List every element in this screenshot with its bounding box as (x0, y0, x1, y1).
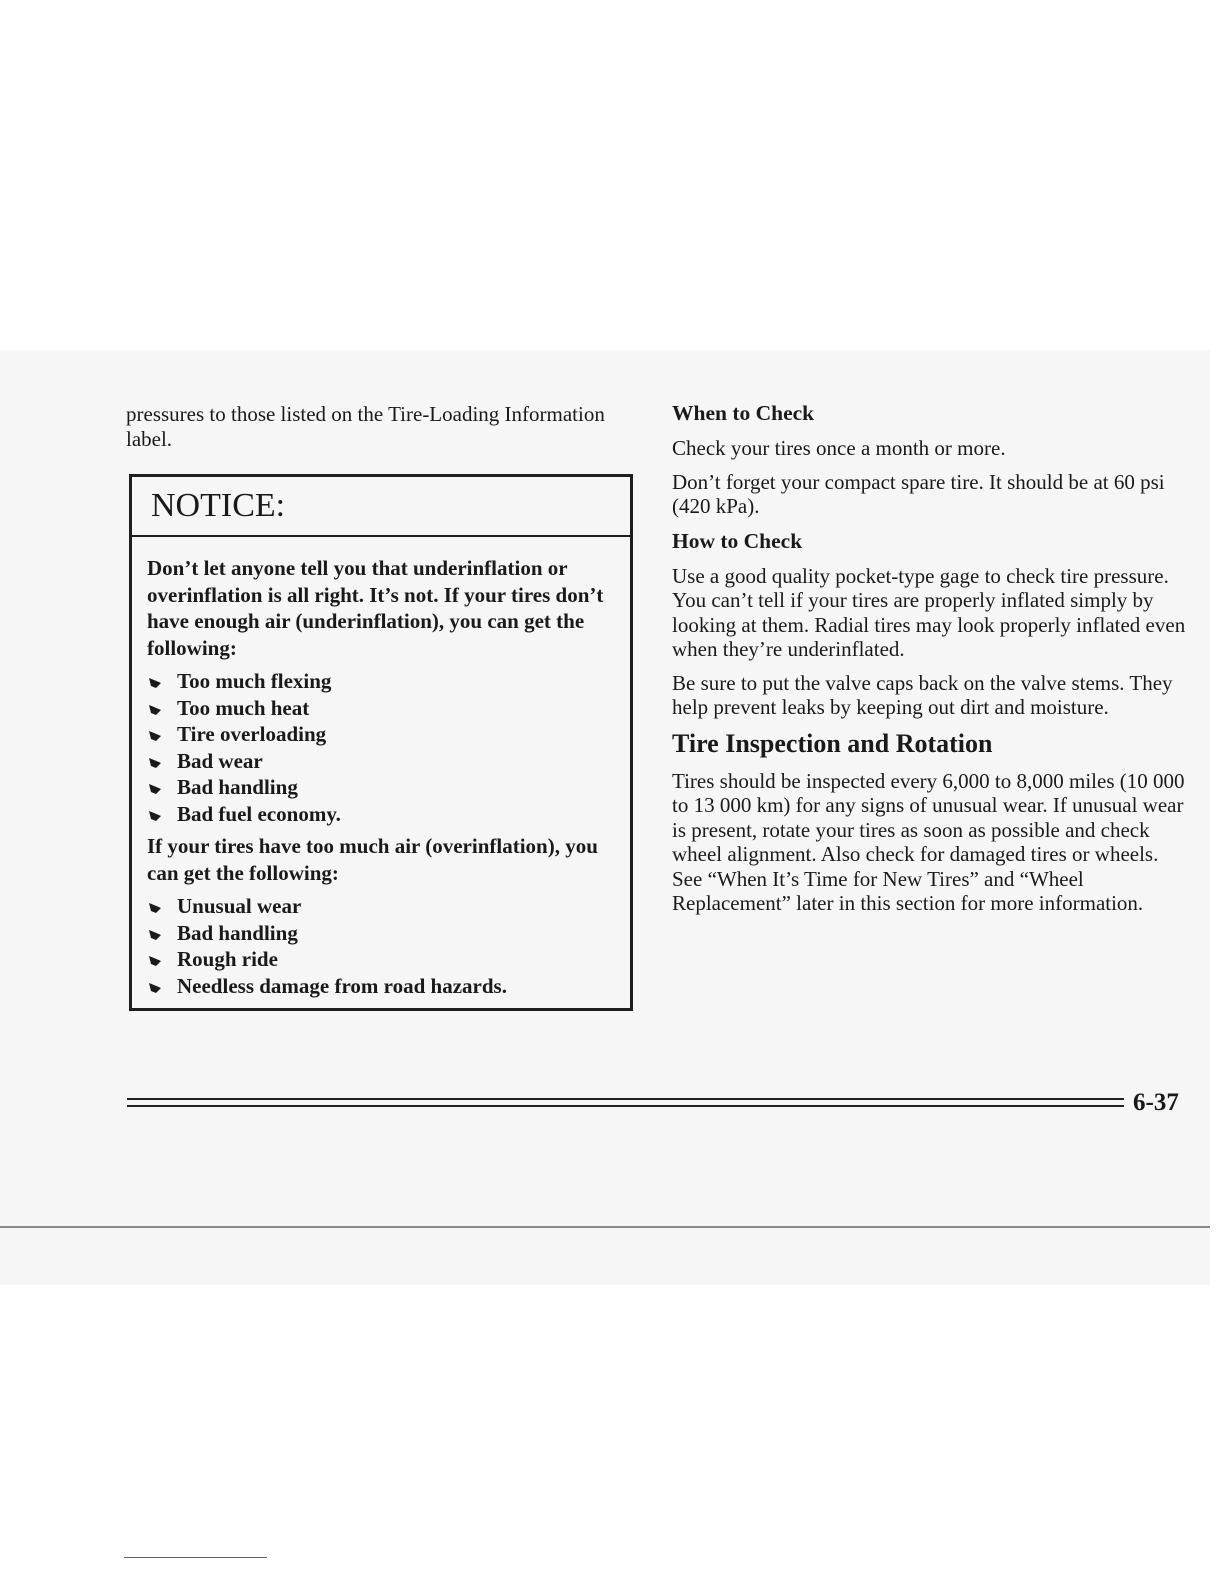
list-item-text: Unusual wear (177, 894, 302, 918)
list-item-text: Bad fuel economy. (177, 801, 341, 826)
inspection-paragraph: Tires should be inspected every 6,000 to 8,000 miles (10 000 to 13 000 km) for any signs of unusual wear. If unusual wear is present, rotate your tires as soon as possible and check wheel alignment. Also check for damaged tires or wheels. See “When It’s Time for New Tires” and “Wheel Replacement” later in this section for more information. (672, 768, 1185, 915)
when-to-check-heading: When to Check (672, 401, 815, 425)
list-item-text: Bad handling (177, 920, 298, 945)
list-item-text: Rough ride (177, 947, 278, 971)
intro-paragraph: pressures to those listed on the Tire-Loading Information label. (126, 402, 605, 451)
when-paragraph-2: Don’t forget your compact spare tire. It should be at 60 psi (420 kPa). (672, 469, 1165, 518)
hand-pointer-bullet-icon (148, 675, 162, 689)
list-item-text: Bad wear (177, 748, 263, 773)
list-item (147, 695, 617, 722)
footer-rule (127, 1098, 1124, 1107)
how-paragraph-1: Use a good quality pocket-type gage to check tire pressure. You can’t tell if your tires are properly inflated simply by looking at them. Radial tires may look properly inflated even when they’re underinflated. (672, 563, 1186, 661)
how-paragraph-2: Be sure to put the valve caps back on the valve stems. They help prevent leaks by keeping out dirt and moisture. (672, 670, 1173, 719)
list-item (147, 973, 617, 1000)
section-title: Tire Inspection and Rotation (672, 728, 993, 758)
list-item (147, 668, 617, 695)
list-item (147, 774, 617, 801)
how-to-check-heading: How to Check (672, 528, 803, 553)
hand-pointer-bullet-icon (148, 702, 162, 716)
notice-title: NOTICE: (151, 487, 286, 524)
hand-pointer-bullet-icon (148, 980, 162, 994)
hand-pointer-bullet-icon (148, 808, 162, 822)
list-item (147, 748, 617, 775)
scan-edge-line (0, 1226, 1210, 1228)
list-item (147, 946, 617, 973)
notice-body (147, 555, 617, 1005)
list-item-text: Needless damage from road hazards. (177, 973, 507, 998)
notice-header (132, 477, 630, 537)
blue-rule (124, 1557, 267, 1558)
hand-pointer-bullet-icon (148, 755, 162, 769)
list-item-text: Bad handling (177, 775, 298, 799)
hand-pointer-bullet-icon (148, 728, 162, 742)
list-item-text: Too much flexing (177, 669, 332, 693)
list-item-text: Too much heat (177, 695, 310, 720)
page-number: 6-37 (1133, 1089, 1179, 1116)
list-item (147, 801, 617, 828)
hand-pointer-bullet-icon (148, 781, 162, 795)
list-item-text: Tire overloading (177, 722, 327, 746)
notice-paragraph-overinflation: If your tires have too much air (overinflation), you can get the following: (147, 834, 598, 885)
when-paragraph-1: Check your tires once a month or more. (672, 436, 1006, 460)
underinflation-list (147, 668, 617, 827)
hand-pointer-bullet-icon (148, 927, 162, 941)
hand-pointer-bullet-icon (148, 953, 162, 967)
hand-pointer-bullet-icon (148, 900, 162, 914)
list-item (147, 893, 617, 920)
list-item (147, 721, 617, 748)
notice-box (129, 474, 633, 1011)
overinflation-list (147, 893, 617, 999)
list-item (147, 920, 617, 947)
notice-paragraph-underinflation: Don’t let anyone tell you that underinflation or overinflation is all right. It’s not. If your tires don’t have enough air (underinflation), you can get the following: (147, 556, 604, 660)
right-column (672, 400, 1187, 925)
